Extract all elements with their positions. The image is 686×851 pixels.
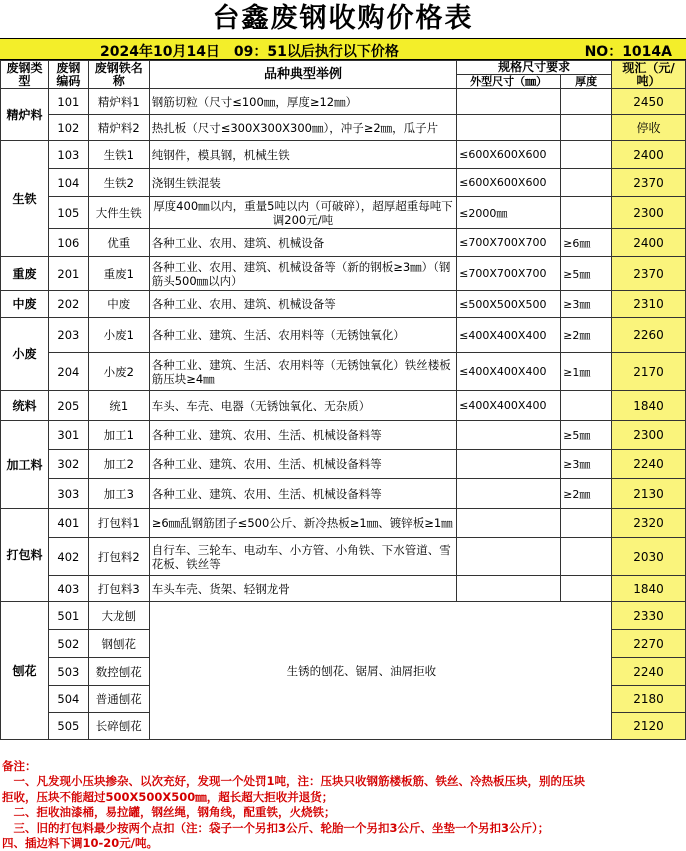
- category-cell: 打包料: [1, 509, 49, 602]
- dim-cell: ≤700X700X700: [457, 257, 561, 291]
- thickness-cell: [561, 197, 612, 229]
- table-row: [1, 257, 686, 291]
- name-cell: 加工3: [88, 479, 149, 509]
- price-cell: 2310: [612, 291, 686, 318]
- dim-cell: ≤600X600X600: [457, 169, 561, 197]
- thickness-cell: ≥5㎜: [561, 257, 612, 291]
- code-cell: 402: [48, 538, 88, 576]
- name-cell: 生铁2: [88, 169, 149, 197]
- price-cell: 2260: [612, 318, 686, 353]
- thickness-cell: [561, 141, 612, 169]
- price-cell: 2120: [612, 713, 686, 740]
- name-cell: 钢刨花: [88, 630, 149, 658]
- notes-section: [2, 759, 684, 851]
- price-cell: 1840: [612, 576, 686, 602]
- code-cell: 203: [48, 318, 88, 353]
- price-cell: 2130: [612, 479, 686, 509]
- example-cell: 各种工业、建筑、生活、农用料等（无锈蚀氧化）: [149, 318, 456, 353]
- notes-heading: 备注：: [2, 759, 37, 773]
- name-cell: 精炉料2: [88, 115, 149, 141]
- name-cell: 生铁1: [88, 141, 149, 169]
- code-cell: 303: [48, 479, 88, 509]
- code-cell: 204: [48, 353, 88, 391]
- thickness-cell: [561, 169, 612, 197]
- table-row: [1, 141, 686, 169]
- thickness-cell: ≥2㎜: [561, 318, 612, 353]
- dim-cell: [457, 450, 561, 479]
- name-cell: 优重: [88, 229, 149, 257]
- category-cell: 加工料: [1, 421, 49, 509]
- thickness-cell: [561, 538, 612, 576]
- category-cell: 刨花: [1, 602, 49, 740]
- code-cell: 202: [48, 291, 88, 318]
- table-row: [1, 391, 686, 421]
- name-cell: 精炉料1: [88, 89, 149, 115]
- note-line: 拒收，压块不能超过500X500X500㎜，超长超大拒收并退货；: [2, 789, 334, 804]
- name-cell: 长碎刨花: [88, 713, 149, 740]
- example-cell: 各种工业、农用、建筑、机械设备等: [149, 291, 456, 318]
- code-cell: 106: [48, 229, 88, 257]
- code-cell: 403: [48, 576, 88, 602]
- document-number: NO：1014A: [584, 44, 672, 60]
- thickness-cell: [561, 391, 612, 421]
- price-cell: 2330: [612, 602, 686, 630]
- price-cell: 2370: [612, 169, 686, 197]
- dim-cell: ≤700X700X700: [457, 229, 561, 257]
- header-category: 废钢类型: [1, 61, 49, 89]
- category-cell: 统料: [1, 391, 49, 421]
- header-thickness: 厚度: [561, 75, 612, 89]
- code-cell: 105: [48, 197, 88, 229]
- example-cell: 纯钢件，模具钢，机械生铁: [149, 141, 456, 169]
- thickness-cell: [561, 115, 612, 141]
- price-cell: 停收: [612, 115, 686, 141]
- header-dim: 外型尺寸（㎜）: [457, 75, 561, 89]
- table-row: [1, 115, 686, 141]
- dim-cell: [457, 509, 561, 538]
- dim-cell: ≤400X400X400: [457, 391, 561, 421]
- category-cell: 生铁: [1, 141, 49, 257]
- thickness-cell: ≥1㎜: [561, 353, 612, 391]
- name-cell: 打包料3: [88, 576, 149, 602]
- code-cell: 201: [48, 257, 88, 291]
- dim-cell: ≤2000㎜: [457, 197, 561, 229]
- code-cell: 401: [48, 509, 88, 538]
- code-cell: 205: [48, 391, 88, 421]
- header-example: 品种典型举例: [149, 61, 456, 89]
- category-cell: 重废: [1, 257, 49, 291]
- thickness-cell: ≥3㎜: [561, 450, 612, 479]
- price-cell: 2270: [612, 630, 686, 658]
- category-cell: 小废: [1, 318, 49, 391]
- price-cell: 2320: [612, 509, 686, 538]
- table-row: [1, 197, 686, 229]
- thickness-cell: [561, 89, 612, 115]
- code-cell: 502: [48, 630, 88, 658]
- example-cell: 各种工业、农用、建筑、机械设备: [149, 229, 456, 257]
- example-cell: 车头车壳、货架、轻钢龙骨: [149, 576, 456, 602]
- price-cell: 2240: [612, 450, 686, 479]
- table-row: [1, 509, 686, 538]
- price-cell: 2370: [612, 257, 686, 291]
- name-cell: 中废: [88, 291, 149, 318]
- example-cell: 自行车、三轮车、电动车、小方管、小角铁、下水管道、雪花板、铁丝等: [149, 538, 456, 576]
- name-cell: 小废1: [88, 318, 149, 353]
- example-cell: 钢筋切粒（尺寸≤100㎜，厚度≥12㎜）: [149, 89, 456, 115]
- code-cell: 503: [48, 658, 88, 686]
- price-cell: 2170: [612, 353, 686, 391]
- table-row: [1, 353, 686, 391]
- name-cell: 统1: [88, 391, 149, 421]
- table-row: [1, 479, 686, 509]
- example-cell: 厚度400㎜以内，重量5吨以内（可破碎），超厚超重每吨下调200元/吨: [149, 197, 456, 229]
- name-cell: 重废1: [88, 257, 149, 291]
- thickness-cell: ≥6㎜: [561, 229, 612, 257]
- price-cell: 2300: [612, 197, 686, 229]
- example-cell: 热扎板（尺寸≤300X300X300㎜），冲子≥2㎜，瓜子片: [149, 115, 456, 141]
- example-cell: 各种工业、建筑、生活、农用料等（无锈蚀氧化）铁丝楼板筋压块≥4㎜: [149, 353, 456, 391]
- table-row: [1, 291, 686, 318]
- table-row: [1, 450, 686, 479]
- name-cell: 小废2: [88, 353, 149, 391]
- table-row: [1, 169, 686, 197]
- dim-cell: ≤500X500X500: [457, 291, 561, 318]
- page-title: 台鑫废钢收购价格表: [212, 3, 474, 34]
- table-row: [1, 602, 686, 630]
- dim-cell: ≤400X400X400: [457, 353, 561, 391]
- name-cell: 打包料2: [88, 538, 149, 576]
- price-cell: 2400: [612, 229, 686, 257]
- dim-cell: [457, 115, 561, 141]
- thickness-cell: ≥3㎜: [561, 291, 612, 318]
- name-cell: 加工2: [88, 450, 149, 479]
- dim-cell: ≤600X600X600: [457, 141, 561, 169]
- thickness-cell: [561, 509, 612, 538]
- shavings-example-cell: 生锈的刨花、锯屑、油屑拒收: [149, 602, 611, 740]
- thickness-cell: ≥5㎜: [561, 421, 612, 450]
- code-cell: 104: [48, 169, 88, 197]
- price-cell: 2030: [612, 538, 686, 576]
- header-row: [1, 61, 686, 75]
- thickness-cell: ≥2㎜: [561, 479, 612, 509]
- price-cell: 2300: [612, 421, 686, 450]
- code-cell: 301: [48, 421, 88, 450]
- example-cell: 浇钢生铁混装: [149, 169, 456, 197]
- category-cell: 中废: [1, 291, 49, 318]
- price-cell: 2240: [612, 658, 686, 686]
- name-cell: 加工1: [88, 421, 149, 450]
- name-cell: 大龙刨: [88, 602, 149, 630]
- thickness-cell: [561, 576, 612, 602]
- header-name: 废钢铁名称: [88, 61, 149, 89]
- table-row: [1, 538, 686, 576]
- note-line: 三、旧的打包料最少按两个点扣（注：袋子一个另扣3公斤、轮胎一个另扣3公斤、坐垫一个另扣3公斤）；: [2, 820, 550, 835]
- dim-cell: [457, 89, 561, 115]
- example-cell: ≥6㎜乱钢筋团子≤500公斤、新冷热板≥1㎜、镀锌板≥1㎜: [149, 509, 456, 538]
- note-line: 二、拒收油漆桶，易拉罐，钢丝绳，钢角线，配重铁，火烧铁；: [2, 805, 336, 820]
- dim-cell: [457, 538, 561, 576]
- date-bar: [0, 38, 686, 60]
- name-cell: 数控刨花: [88, 658, 149, 686]
- header-code: 废钢编码: [48, 61, 88, 89]
- code-cell: 102: [48, 115, 88, 141]
- code-cell: 103: [48, 141, 88, 169]
- price-cell: 1840: [612, 391, 686, 421]
- example-cell: 车头、车壳、电器（无锈蚀氧化、无杂质）: [149, 391, 456, 421]
- name-cell: 大件生铁: [88, 197, 149, 229]
- example-cell: 各种工业、建筑、农用、生活、机械设备料等: [149, 421, 456, 450]
- note-line: 四、插边料下调10-20元/吨。: [2, 836, 158, 851]
- name-cell: 打包料1: [88, 509, 149, 538]
- table-row: [1, 421, 686, 450]
- name-cell: 普通刨花: [88, 686, 149, 713]
- header-price: 现汇（元/吨）: [612, 61, 686, 89]
- dim-cell: [457, 421, 561, 450]
- effective-date: 2024年10月14日 09：51以后执行以下价格: [100, 44, 399, 60]
- price-cell: 2400: [612, 141, 686, 169]
- table-row: [1, 229, 686, 257]
- dim-cell: [457, 576, 561, 602]
- code-cell: 504: [48, 686, 88, 713]
- header-spec: 规格尺寸要求: [457, 61, 612, 75]
- category-cell: 精炉料: [1, 89, 49, 141]
- code-cell: 501: [48, 602, 88, 630]
- code-cell: 101: [48, 89, 88, 115]
- code-cell: 302: [48, 450, 88, 479]
- table-row: [1, 576, 686, 602]
- example-cell: 各种工业、建筑、农用、生活、机械设备料等: [149, 450, 456, 479]
- table-row: [1, 318, 686, 353]
- example-cell: 各种工业、建筑、农用、生活、机械设备料等: [149, 479, 456, 509]
- example-cell: 各种工业、农用、建筑、机械设备等（新的钢板≥3㎜）（钢筋头500㎜以内）: [149, 257, 456, 291]
- dim-cell: [457, 479, 561, 509]
- price-cell: 2180: [612, 686, 686, 713]
- code-cell: 505: [48, 713, 88, 740]
- table-row: [1, 89, 686, 115]
- dim-cell: ≤400X400X400: [457, 318, 561, 353]
- price-cell: 2450: [612, 89, 686, 115]
- price-table: [0, 60, 686, 740]
- note-line: 一、凡发现小压块掺杂、以次充好，发现一个处罚1吨，注：压块只收钢筋楼板筋、铁丝、冷热板压块，别的压块: [2, 774, 585, 789]
